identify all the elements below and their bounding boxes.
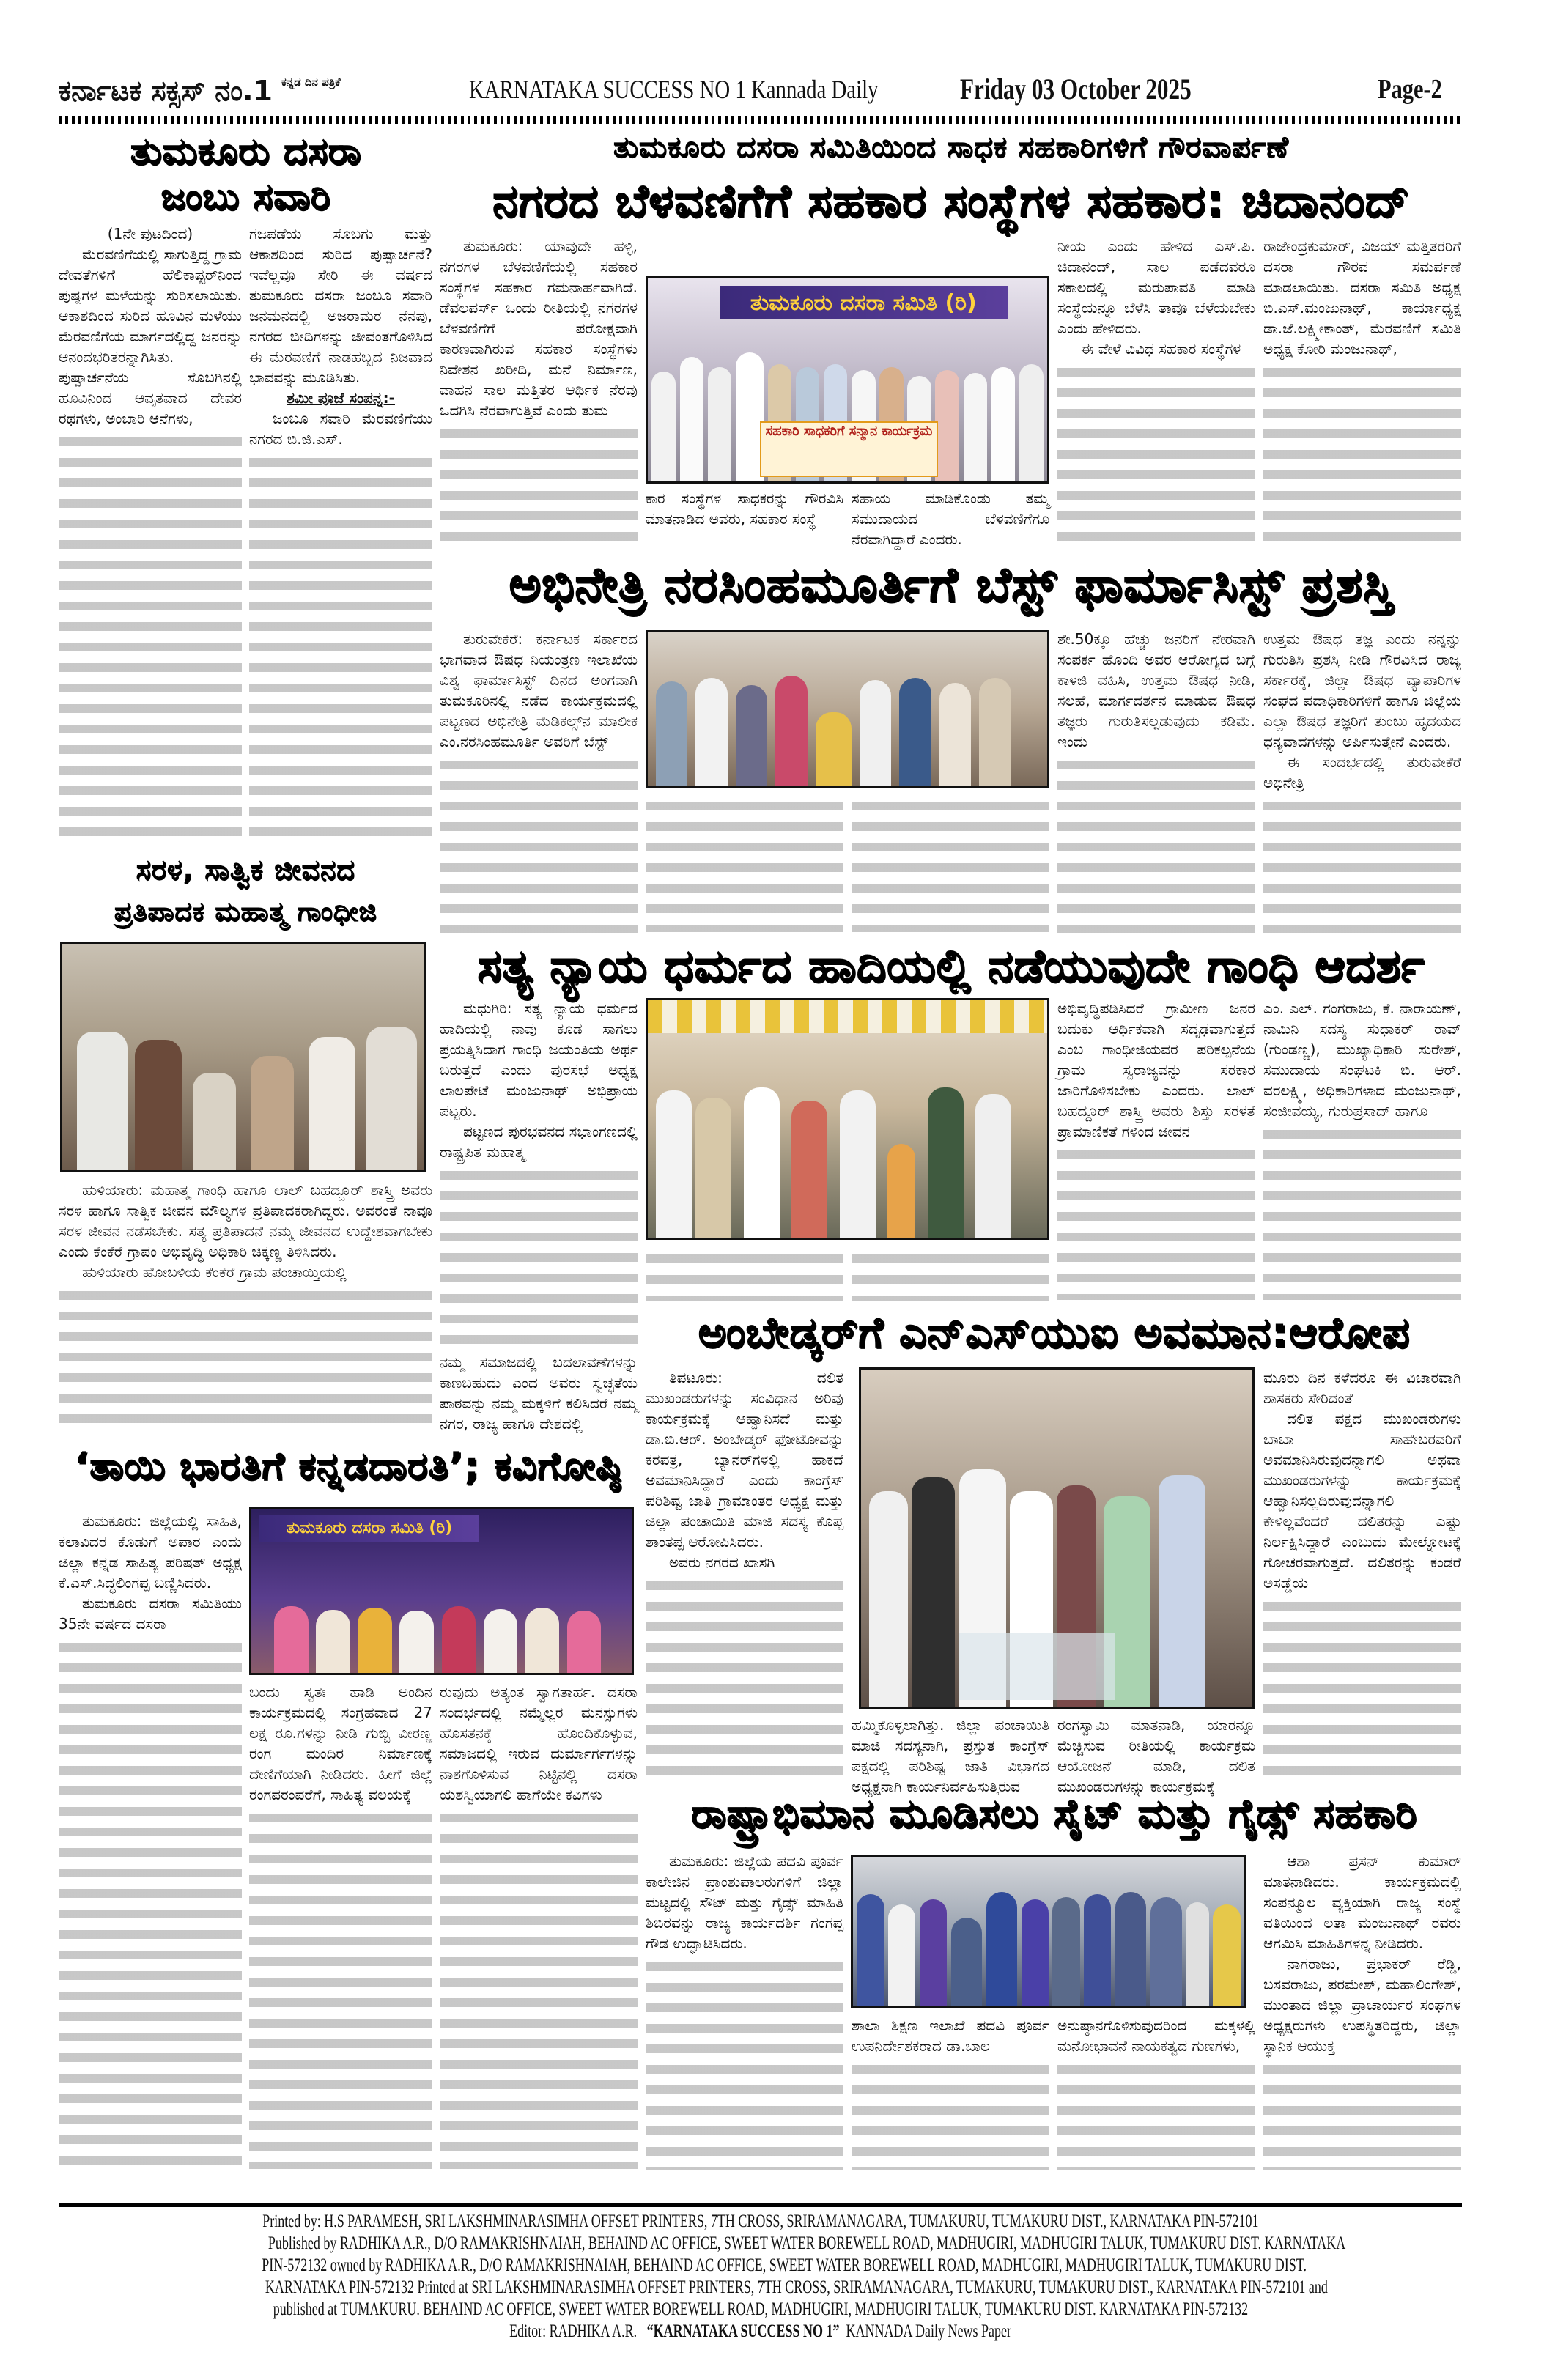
article4-column-2: [852, 1715, 1049, 1795]
article4-column-1: [646, 1367, 843, 1781]
text-lines: [440, 755, 638, 933]
jambu-headline-1: ತುಮಕೂರು ದಸರಾ: [130, 130, 361, 172]
article2-column-2: [646, 793, 843, 932]
people-figures: [251, 1599, 632, 1673]
article-text: ಬಂದು ಸ್ವತಃ ಹಾಡಿ ಅಂದಿನ ಕಾರ್ಯಕ್ರಮದಲ್ಲಿ ಸಂಗ್ರಹವಾದ 27 ಲಕ್ಷ ರೂ.ಗಳನ್ನು ನೀಡಿ ಗುಬ್ಬಿ ವೀರಣ್ಣ ರಂಗ ಮಂದಿರ ನಿರ್ಮಾಣಕ್ಕೆ ದೇಣಿಗೆಯಾಗಿ ನೀಡಿದರು. ಹೀಗೆ ಜಿಲ್ಲೆ ರಂಗಪರಂಪರೆಗೆ, ಸಾಹಿತ್ಯ ವಲಯಕ್ಕೆ: [249, 1683, 432, 1803]
gandhi-article-body: [59, 1180, 432, 1433]
article-text: ಅನುಷ್ಠಾನಗೊಳಿಸುವುದರಿಂದ ಮಕ್ಕಳಲ್ಲಿ ಮನೋಭಾವನೆ ನಾಯಕತ್ವದ ಗುಣಗಳು,: [1057, 2017, 1255, 2055]
article1-photo: [646, 276, 1049, 484]
article1-headline: ನಗರದ ಬೆಳವಣಿಗೆಗೆ ಸಹಕಾರ ಸಂಸ್ಥೆಗಳ ಸಹಕಾರ: ಚಿದಾನಂದ್: [492, 174, 1410, 227]
article5-column-1: [646, 1851, 843, 2170]
article-text: ನಾಗರಾಜು, ಪ್ರಭಾಕರ್ ರೆಡ್ಡಿ, ಬಸವರಾಜು, ಪರಮೇಶ್, ಮಹಾಲಿಂಗೇಶ್, ಮುಂತಾದ ಜಿಲ್ಲಾ ಪ್ರಾಚಾರ್ಯರ ಸಂಘಗಳ ಅಧ್ಯಕ್ಷರುಗಳು ಉಪಸ್ಥಿತರಿದ್ದರು, ಜಿಲ್ಲಾ ಸ್ಥಾನಿಕ ಆಯುಕ್ತ: [1263, 1955, 1461, 2055]
gandhi-headline-1: ಸರಳ, ಸಾತ್ವಿಕ ಜೀವನದ: [136, 854, 355, 886]
article-text: ದಲಿತ ಪಕ್ಷದ ಮುಖಂಡರುಗಳು ಬಾಬಾ ಸಾಹೇಬರವರಿಗೆ ಅವಮಾನಿಸಿರುವುದನ್ನಾಗಲಿ ಅಥವಾ ಮುಖಂಡರುಗಳನ್ನು ಕಾರ್ಯಕ್ರಮಕ್ಕೆ ಆಹ್ವಾನಿಸಲ್ಲದಿರುವುದನ್ನಾಗಲಿ ಕೇಳಿಲ್ಲವೆಂದರೆ ದಲಿತರನ್ನು ಎಷ್ಟು ನಿರ್ಲಕ್ಷಿಸಿದ್ದಾರೆ ಎಂಬುದು ಮೇಲ್ನೋಟಕ್ಕೆ ಗೋಚರವಾಗುತ್ತದೆ. ದಲಿತರನ್ನು ಕಂಡರೆ ಅಸಡ್ಡೆಯ: [1263, 1410, 1461, 1592]
text-lines: [1057, 755, 1255, 933]
article4-column-3: [1057, 1715, 1255, 1795]
article-text: ಪಟ್ಟಣದ ಪುರಭವನದ ಸಭಾಂಗಣದಲ್ಲಿ ರಾಷ್ಟ್ರಪಿತ ಮಹಾತ್ಮ: [440, 1123, 638, 1161]
text-lines: [852, 2059, 1049, 2170]
article-text: ಹುಳಿಯಾರು ಹೋಬಳಿಯ ಕೆಂಕೆರೆ ಗ್ರಾಮ ಪಂಚಾಯ್ತಿಯಲ್ಲಿ: [82, 1263, 347, 1281]
text-lines: [646, 1575, 843, 1781]
article-text: ಹುಳಿಯಾರು: ಮಹಾತ್ಮ ಗಾಂಧಿ ಹಾಗೂ ಲಾಲ್ ಬಹದ್ದೂರ್ ಶಾಸ್ತ್ರಿ ಅವರು ಸರಳ ಹಾಗೂ ಸಾತ್ವಿಕ ಜೀವನ ಮೌಲ್ಯಗಳ ಪ್ರತಿಪಾದಕರಾಗಿದ್ದರು. ಅವರಂತೆ ನಾವೂ ಸರಳ ಜೀವನ ನಡೆಸಬೇಕು. ಸತ್ಯ ಪ್ರತಿಪಾದನೆ ನಮ್ಮ ಜೀವನದ ಉದ್ದೇಶವಾಗಬೇಕು ಎಂದು ಕೆಂಕೆರೆ ಗ್ರಾಪಂ ಅಭಿವೃದ್ಧಿ ಅಧಿಕಾರಿ ಚಿಕ್ಕಣ್ಣ ತಿಳಿಸಿದರು.: [59, 1181, 432, 1260]
kavigoshti-column-1: [59, 1511, 242, 2170]
text-lines: [1263, 362, 1461, 544]
dotted-divider: [59, 116, 1462, 124]
text-lines: [1057, 1145, 1255, 1300]
glass-table: [959, 1633, 1116, 1700]
jambu-column-1: [59, 223, 242, 846]
article-text: ಶೇ.50ಕ್ಕೂ ಹೆಚ್ಚು ಜನರಿಗೆ ನೇರವಾಗಿ ಸಂಪರ್ಕ ಹೊಂದಿ ಅವರ ಆರೋಗ್ಯದ ಬಗ್ಗೆ ಕಾಳಜಿ ವಹಿಸಿ, ಉತ್ತಮ ಔಷಧ ನೀಡಿ, ಸಲಹೆ, ಮಾರ್ಗದರ್ಶನ ಮಾಡುವ ಔಷಧ ತಜ್ಞರು ಗುರುತಿಸಲ್ಪಡುವುದು ಕಡಿಮೆ. ಇಂದು: [1057, 630, 1255, 750]
article1-column-5: [1263, 236, 1461, 544]
editor-name: Editor: RADHIKA A.R.: [509, 2321, 638, 2341]
photo-banner-text: ತುಮಕೂರು ದಸರಾ ಸಮಿತಿ (ರಿ): [259, 1515, 479, 1542]
article-text: ಕಾರ ಸಂಸ್ಥೆಗಳ ಸಾಧಕರನ್ನು ಗೌರವಿಸಿ ಮಾತನಾಡಿದ ಅವರು, ಸಹಕಾರ ಸಂಸ್ಥೆ: [646, 489, 843, 528]
article-text: ಮಧುಗಿರಿ: ಸತ್ಯ ನ್ಯಾಯ ಧರ್ಮದ ಹಾದಿಯಲ್ಲಿ ನಾವು ಕೂಡ ಸಾಗಲು ಪ್ರಯತ್ನಿಸಿದಾಗ ಗಾಂಧಿ ಜಯಂತಿಯ ಅರ್ಥ ಬರುತ್ತದೆ ಎಂದು ಪುರಸಭೆ ಅಧ್ಯಕ್ಷ ಲಾಲಪೇಟೆ ಮಂಜುನಾಥ್ ಅಭಿಪ್ರಾಯ ಪಟ್ಟರು.: [440, 999, 638, 1120]
article-text: ತಿಪಟೂರು: ದಲಿತ ಮುಖಂಡರುಗಳನ್ನು ಸಂವಿಧಾನ ಅರಿವು ಕಾರ್ಯಕ್ರಮಕ್ಕೆ ಆಹ್ವಾನಿಸದೆ ಮತ್ತು ಡಾ.ಬಿ.ಆರ್. ಅಂಬೇಡ್ಕರ್ ಫೋಟೋವನ್ನು ಕರಪತ್ರ, ಬ್ಯಾನರ್‌ಗಳಲ್ಲಿ ಹಾಕದೆ ಅವಮಾನಿಸಿದ್ದಾರೆ ಎಂದು ಕಾಂಗ್ರೆಸ್ ಪರಿಶಿಷ್ಟ ಜಾತಿ ಗ್ರಾಮಾಂತರ ಅಧ್ಯಕ್ಷ ಮತ್ತು ಜಿಲ್ಲಾ ಪಂಚಾಯಿತಿ ಮಾಜಿ ಸದಸ್ಯ ಕೊಪ್ಪ ಶಾಂತಪ್ಪ ಆರೋಪಿಸಿದರು.: [646, 1369, 843, 1551]
people-figures: [853, 1880, 1244, 2006]
article-text: ಗಜಪಡೆಯ ಸೊಬಗು ಮತ್ತು ಆಕಾಶದಿಂದ ಸುರಿದ ಪುಷ್ಪಾರ್ಚನೆ? ಇವೆಲ್ಲವೂ ಸೇರಿ ಈ ವರ್ಷದ ತುಮಕೂರು ದಸರಾ ಜಂಬೂ ಸವಾರಿ ಜನಮನದಲ್ಲಿ ಅಜರಾಮರ ನೆನಪು, ನಗರದ ಬೀದಿಗಳನ್ನು ಜೀವಂತಗೊಳಿಸಿದ ಈ ಮೆರವಣಿಗೆ ನಾಡಹಬ್ಬದ ನಿಜವಾದ ಭಾವವನ್ನು ಮೂಡಿಸಿತು.: [249, 225, 432, 386]
text-lines: [646, 1956, 843, 2170]
article-text: ಮೂರು ದಿನ ಕಳೆದರೂ ಈ ವಿಚಾರವಾಗಿ ಶಾಸಕರು ಸೇರಿದಂತೆ: [1263, 1369, 1461, 1407]
paper-description: KANNADA Daily News Paper: [846, 2321, 1011, 2341]
text-lines: [59, 1285, 432, 1433]
article3-headline: ಸತ್ಯ ನ್ಯಾಯ ಧರ್ಮದ ಹಾದಿಯಲ್ಲಿ ನಡೆಯುವುದೇ ಗಾಂಧಿ ಆದರ್ಶ: [476, 939, 1425, 992]
text-lines: [440, 1808, 638, 2169]
article-text: ಮೆರವಣಿಗೆಯಲ್ಲಿ ಸಾಗುತ್ತಿದ್ದ ಗ್ರಾಮ ದೇವತೆಗಳಿಗೆ ಹೆಲಿಕಾಪ್ಟರ್‌ನಿಂದ ಪುಷ್ಪಗಳ ಮಳೆಯನ್ನು ಸುರಿಸಲಾಯಿತು. ಆಕಾಶದಿಂದ ಸುರಿದ ಹೂವಿನ ಮಳೆಯು ಮೆರವಣಿಗೆಯ ಮಾರ್ಗದಲ್ಲಿದ್ದ ಜನರನ್ನು ಆನಂದಭರಿತರನ್ನಾಗಿಸಿತು. ಪುಷ್ಪಾರ್ಚನೆಯ ಸೊಬಗಿನಲ್ಲಿ ಹೂವಿನಿಂದ ಆವೃತವಾದ ದೇವರ ರಥಗಳು, ಅಂಬಾರಿ ಆನೆಗಳು,: [59, 245, 242, 427]
text-lines: [852, 796, 1049, 932]
article1-column-3: [852, 488, 1049, 548]
article4-column-4: [1263, 1367, 1461, 1781]
article-text: ಈ ವೇಳೆ ವಿವಿಧ ಸಹಕಾರ ಸಂಸ್ಥೆಗಳ: [1081, 340, 1241, 358]
article5-column-4: [1263, 1851, 1461, 2170]
text-lines: [249, 452, 432, 846]
footer-rule: [59, 2203, 1462, 2207]
article1-column-4: [1057, 236, 1255, 544]
imprint-printed-at: [59, 2277, 1462, 2298]
text-lines: [1057, 2059, 1255, 2170]
article-text: ತುರುವೇಕೆರೆ: ಕರ್ನಾಟಕ ಸರ್ಕಾರದ ಭಾಗವಾದ ಔಷಧ ನಿಯಂತ್ರಣ ಇಲಾಖೆಯ ವಿಶ್ವ ಫಾರ್ಮಾಸಿಸ್ಟ್ ದಿನದ ಅಂಗವಾಗಿ ತುಮಕೂರಿನಲ್ಲಿ ನಡೆದ ಕಾರ್ಯಕ್ರಮದಲ್ಲಿ ಪಟ್ಟಣದ ಅಭಿನೇತ್ರಿ ಮೆಡಿಕಲ್ಸ್‌ನ ಮಾಲೀಕ ಎಂ.ನರಸಿಂಹಮೂರ್ತಿ ಅವರಿಗೆ ಬೆಸ್ಟ್: [440, 630, 638, 750]
gandhi-headline-2: ಪ್ರತಿಪಾದಕ ಮಹಾತ್ಮ ಗಾಂಧೀಜಿ: [114, 897, 377, 927]
article1-column-1: [440, 236, 638, 544]
imprint-published-at: [59, 2299, 1462, 2320]
text-lines: [646, 1249, 843, 1301]
article3-column-2: [646, 1246, 843, 1301]
article-text: ತುಮಕೂರು: ಜಿಲ್ಲೆಯಲ್ಲಿ ಸಾಹಿತಿ, ಕಲಾವಿದರ ಕೊಡುಗೆ ಅಪಾರ ಎಂದು ಜಿಲ್ಲಾ ಕನ್ನಡ ಸಾಹಿತ್ಯ ಪರಿಷತ್ ಅಧ್ಯಕ್ಷ ಕೆ.ಎಸ್.ಸಿದ್ಧಲಿಂಗಪ್ಪ ಬಣ್ಣಿಸಿದರು.: [59, 1512, 242, 1592]
article-text: ರುವುದು ಅತ್ಯಂತ ಸ್ವಾಗತಾರ್ಹ. ದಸರಾ ಸಂದರ್ಭದಲ್ಲಿ ನಮ್ಮೆಲ್ಲರ ಮನಸ್ಸುಗಳು ಹೊಸತನಕ್ಕೆ ಹೊಂದಿಕೊಳ್ಳುವ, ಸಮಾಜದಲ್ಲಿ ಇರುವ ದುರ್ಮಾರ್ಗಗಳನ್ನು ನಾಶಗೊಳಿಸುವ ನಿಟ್ಟಿನಲ್ಲಿ ದಸರಾ ಯಶಸ್ವಿಯಾಗಲಿ ಹಾಗೆಯೇ ಕವಿಗಳು: [440, 1683, 638, 1803]
text-lines: [1263, 1124, 1461, 1300]
text-lines: [646, 796, 843, 932]
text-lines: [1263, 2059, 1461, 2170]
people-figures: [648, 663, 1047, 786]
text-lines: [1263, 796, 1461, 933]
article3-column-1: [440, 998, 638, 1434]
decoration-garland: [648, 1000, 1047, 1033]
article4-photo: [859, 1367, 1255, 1709]
article3-column-5: [1263, 998, 1461, 1300]
imprint-line: PIN-572132 owned by RADHIKA A.R., D/O RAMAKRISHNAIAH, BEHAIND AC OFFICE, SWEET WATER BOREWELL ROAD, MADHUGIRI, MADHUGIRI TALUK, TUMAKURU DIST.: [262, 2255, 1307, 2275]
jambu-headline-2: ಜಂಬು ಸವಾರಿ: [160, 175, 330, 218]
paper-name: “KARNATAKA SUCCESS NO 1”: [646, 2321, 840, 2341]
text-lines: [440, 424, 638, 544]
jambu-column-2: [249, 223, 432, 846]
masthead-logo: ಕರ್ನಾಟಕ ಸಕ್ಸಸ್ ನಂ.1: [59, 75, 273, 107]
article-text: ರಂಗಸ್ವಾಮಿ ಮಾತನಾಡಿ, ಯಾರನ್ನೂ ಮೆಚ್ಚಿಸುವ ರೀತಿಯಲ್ಲಿ ಕಾರ್ಯಕ್ರಮ ಆಯೋಜನೆ ಮಾಡಿ, ದಲಿತ ಮುಖಂಡರುಗಳನ್ನು ಕಾರ್ಯಕ್ರಮಕ್ಕೆ: [1057, 1716, 1255, 1795]
text-lines: [852, 1249, 1049, 1301]
page-number: Page-2: [1378, 74, 1442, 105]
article-text: ಅವರು ನಗರದ ಖಾಸಗಿ: [669, 1553, 775, 1571]
article5-headline: ರಾಷ್ಟ್ರಾಭಿಮಾನ ಮೂಡಿಸಲು ಸೈಟ್ ಮತ್ತು ಗೈಡ್ಸ್ ಸಹಕಾರಿ: [690, 1790, 1417, 1836]
imprint-published-by: [59, 2233, 1462, 2254]
article2-column-3: [852, 793, 1049, 932]
imprint-line: published at TUMAKURU. BEHAIND AC OFFICE, SWEET WATER BOREWELL ROAD, MADHUGIRI, MADHUGIRI TALUK, TUMAKURU DIST. KARNATAKA PIN-572132: [273, 2299, 1248, 2319]
people-figures: [62, 1008, 424, 1170]
imprint-line: Published by RADHIKA A.R., D/O RAMAKRISHNAIAH, BEHAIND AC OFFICE, SWEET WATER BOREWELL ROAD, MADHUGIRI, MADHUGIRI TALUK, TUMAKURU DIST. KARNATAKA: [267, 2233, 1346, 2253]
article4-headline: ಅಂಬೇಡ್ಕರ್‌ಗೆ ಎನ್‌ಎಸ್‌ಯುಐ ಅವಮಾನ:ಆರೋಪ: [698, 1307, 1410, 1357]
article-text: ಉತ್ತಮ ಔಷಧ ತಜ್ಞ ಎಂದು ನನ್ನನ್ನು ಗುರುತಿಸಿ ಪ್ರಶಸ್ತಿ ನೀಡಿ ಗೌರವಿಸಿದ ರಾಜ್ಯ ಸರ್ಕಾರಕ್ಕೆ, ಜಿಲ್ಲಾ ಔಷಧ ವ್ಯಾಪಾರಿಗಳ ಸಂಘದ ಪದಾಧಿಕಾರಿಗಳಿಗೆ ಹಾಗೂ ಜಿಲ್ಲೆಯ ಎಲ್ಲಾ ಔಷಧ ತಜ್ಞರಿಗೆ ತುಂಬು ಹೃದಯದ ಧನ್ಯವಾದಗಳನ್ನು ಅರ್ಪಿಸುತ್ತೇನೆ ಎಂದರು.: [1263, 630, 1461, 750]
photo-banner-text: ತುಮಕೂರು ದಸರಾ ಸಮಿತಿ (ರಿ): [720, 286, 1007, 318]
article-text: ಜಂಬೂ ಸವಾರಿ ಮೆರವಣಿಗೆಯು ನಗರದ ಬಿ.ಜಿ.ಎಸ್.: [249, 410, 432, 448]
article-text: ಅಭಿವೃದ್ಧಿಪಡಿಸಿದರೆ ಗ್ರಾಮೀಣ ಜನರ ಬದುಕು ಆರ್ಥಿಕವಾಗಿ ಸದೃಢವಾಗುತ್ತದೆ ಎಂಬ ಗಾಂಧೀಜಿಯವರ ಪರಿಕಲ್ಪನೆಯ ಗ್ರಾಮ ಸ್ವರಾಜ್ಯವನ್ನು ಸರಕಾರ ಜಾರಿಗೊಳಿಸಬೇಕು ಎಂದರು. ಲಾಲ್ ಬಹದ್ದೂರ್ ಶಾಸ್ತ್ರಿ ಅವರು ಶಿಸ್ತು ಸರಳತೆ ಪ್ರಾಮಾಣಿಕತೆ ಗಳಿಂದ ಜೀವನ: [1057, 999, 1255, 1140]
gandhi-event-photo: [60, 942, 426, 1172]
article-text: ಆಶಾ ಪ್ರಸನ್ ಕುಮಾರ್ ಮಾತನಾಡಿದರು. ಕಾರ್ಯಕ್ರಮದಲ್ಲಿ ಸಂಪನ್ಮೂಲ ವ್ಯಕ್ತಿಯಾಗಿ ರಾಜ್ಯ ಸಂಸ್ಥೆ ವತಿಯಿಂದ ಲತಾ ಮಂಜುನಾಥ್ ರವರು ಆಗಮಿಸಿ ಮಾಹಿತಿಗಳನ್ನ ನೀಡಿದರು.: [1263, 1852, 1461, 1952]
article5-column-2: [852, 2015, 1049, 2170]
text-lines: [1057, 362, 1255, 544]
subheading: ಶಮೀ ಪೂಜೆ ಸಂಪನ್ನ:-: [287, 389, 395, 407]
article2-column-5: [1263, 629, 1461, 933]
text-lines: [1263, 1596, 1461, 1781]
article-text: ತುಮಕೂರು: ಯಾವುದೇ ಹಳ್ಳಿ, ನಗರಗಳ ಬೆಳವಣಿಗೆಯಲ್ಲಿ ಸಹಕಾರ ಸಂಸ್ಥೆಗಳ ಸಹಕಾರ ಗಮನಾರ್ಹವಾಗಿದೆ. ಡೆವಲಪರ್ಸ್ ಒಂದು ರೀತಿಯಲ್ಲಿ ನಗರಗಳ ಬೆಳವಣಿಗೆಗೆ ಪರೋಕ್ಷವಾಗಿ ಕಾರಣವಾಗಿರುವ ಸಹಕಾರ ಸಂಸ್ಥೆಗಳು ನಿವೇಶನ ಖರೀದಿ, ಮನೆ ನಿರ್ಮಾಣ, ವಾಹನ ಸಾಲ ಮತ್ತಿತರ ಆರ್ಥಿಕ ನೆರವು ಒದಗಿಸಿ ನೆರವಾಗುತ್ತಿವೆ ಎಂದು ತುಮ: [440, 237, 638, 419]
article-text: ನೀಯ ಎಂದು ಹೇಳಿದ ಎಸ್.ಪಿ. ಚಿದಾನಂದ್, ಸಾಲ ಪಡೆದವರೂ ಸಕಾಲದಲ್ಲಿ ಮರುಪಾವತಿ ಮಾಡಿ ಸಂಸ್ಥೆಯನ್ನೂ ಬೆಳೆಸಿ ತಾವೂ ಬೆಳೆಯಬೇಕು ಎಂದು ಹೇಳಿದರು.: [1057, 237, 1255, 337]
article2-photo: [646, 630, 1049, 788]
kavigoshti-column-2: [249, 1682, 432, 2169]
article5-photo: [851, 1855, 1246, 2008]
masthead-brand: [59, 70, 341, 111]
imprint-owned-by: [59, 2255, 1462, 2276]
article2-headline: ಅಭಿನೇತ್ರಿ ನರಸಿಂಹಮೂರ್ತಿಗೆ ಬೆಸ್ಟ್ ಫಾರ್ಮಾಸಿಸ್ಟ್ ಪ್ರಶಸ್ತಿ: [509, 556, 1393, 613]
article-text: ಈ ಸಂದರ್ಭದಲ್ಲಿ ತುರುವೇಕೆರೆ ಅಭಿನೇತ್ರಿ: [1263, 753, 1461, 791]
text-lines: [249, 1808, 432, 2169]
article-text: ನಮ್ಮ ಸಮಾಜದಲ್ಲಿ ಬದಲಾವಣೆಗಳನ್ನು ಕಾಣಬಹುದು ಎಂದ ಅವರು ಸ್ವಚ್ಛತೆಯ ಪಾಠವನ್ನು ನಮ್ಮ ಮಕ್ಕಳಿಗೆ ಕಲಿಸಿದರೆ ನಮ್ಮ ನಗರ, ರಾಜ್ಯ ಹಾಗೂ ದೇಶದಲ್ಲಿ: [440, 1353, 638, 1433]
imprint-line: Printed by: H.S PARAMESH, SRI LAKSHMINARASIMHA OFFSET PRINTERS, 7TH CROSS, SRIRAMANAGARA, TUMAKURU, TUMAKURU DIST., KARNATAKA PIN-572101: [262, 2211, 1259, 2231]
article-text: ತುಮಕೂರು: ಜಿಲ್ಲೆಯ ಪದವಿ ಪೂರ್ವ ಕಾಲೇಜಿನ ಪ್ರಾಂಶುಪಾಲರುಗಳಿಗೆ ಜಿಲ್ಲಾ ಮಟ್ಟದಲ್ಲಿ ಸೌಟ್ ಮತ್ತು ಗೈಡ್ಸ್ ಮಾಹಿತಿ ಶಿಬಿರವನ್ನು ರಾಜ್ಯ ಕಾರ್ಯದರ್ಶಿ ಗಂಗಪ್ಪ ಗೌಡ ಉದ್ಘಾಟಿಸಿದರು.: [646, 1852, 843, 1952]
kavigoshti-column-3: [440, 1682, 638, 2169]
imprint-line: KARNATAKA PIN-572132 Printed at SRI LAKSHMINARASIMHA OFFSET PRINTERS, 7TH CROSS, SRIRAMANAGARA, TUMAKURU, TUMAKURU DIST., KARNATAKA PIN-572101 and: [265, 2277, 1328, 2297]
masthead-title: KARNATAKA SUCCESS NO 1 Kannada Daily: [469, 75, 879, 104]
kavigoshti-photo: [249, 1507, 634, 1675]
kavigoshti-headline: ‘ತಾಯಿ ಭಾರತಿಗೆ ಕನ್ನಡದಾರತಿ’; ಕವಿಗೋಷ್ಠಿ: [74, 1444, 622, 1488]
people-figures: [648, 1067, 1047, 1238]
issue-date: Friday 03 October 2025: [960, 73, 1192, 106]
article1-column-2: [646, 488, 843, 544]
article-text: ತುಮಕೂರು ದಸರಾ ಸಮಿತಿಯು 35ನೇ ವರ್ಷದ ದಸರಾ: [59, 1594, 242, 1633]
imprint-editor: [59, 2321, 1462, 2342]
masthead-tagline: ಕನ್ನಡ ದಿನ ಪತ್ರಿಕೆ: [281, 75, 341, 89]
article-text: ಸಹಾಯ ಮಾಡಿಕೊಂಡು ತಮ್ಮ ಸಮುದಾಯದ ಬೆಳವಣಿಗೆಗೂ ನೆರವಾಗಿದ್ದಾರೆ ಎಂದರು.: [852, 489, 1049, 548]
text-lines: [440, 1165, 638, 1352]
article1-kicker: ತುಮಕೂರು ದಸರಾ ಸಮಿತಿಯಿಂದ ಸಾಧಕ ಸಹಕಾರಿಗಳಿಗೆ ಗೌರವಾರ್ಪಣೆ: [613, 130, 1289, 164]
imprint-printed-by: [59, 2211, 1462, 2232]
article-text: ಹಮ್ಮಿಕೊಳ್ಳಲಾಗಿತ್ತು. ಜಿಲ್ಲಾ ಪಂಚಾಯಿತಿ ಮಾಜಿ ಸದಸ್ಯನಾಗಿ, ಪ್ರಸ್ತುತ ಕಾಂಗ್ರೆಸ್ ಪಕ್ಷದಲ್ಲಿ ಪರಿಶಿಷ್ಟ ಜಾತಿ ವಿಭಾಗದ ಅಧ್ಯಕ್ಷನಾಗಿ ಕಾರ್ಯನಿರ್ವಹಿಸುತ್ತಿರುವ: [852, 1716, 1049, 1795]
continuation-note: (1ನೇ ಪುಟದಿಂದ): [107, 225, 193, 243]
article5-column-3: [1057, 2015, 1255, 2170]
article-text: ಶಾಲಾ ಶಿಕ್ಷಣ ಇಲಾಖೆ ಪದವಿ ಪೂರ್ವ ಉಪನಿರ್ದೇಶಕರಾದ ಡಾ.ಬಾಲ: [852, 2017, 1049, 2055]
text-lines: [59, 1637, 242, 2170]
article-text: ಎಂ. ಎಲ್. ಗಂಗರಾಜು, ಕೆ. ನಾರಾಯಣ್, ನಾಮಿನಿ ಸದಸ್ಯ ಸುಧಾಕರ್ ರಾವ್ (ಗುಂಡಣ್ಣ), ಮುಖ್ಯಾಧಿಕಾರಿ ಸುರೇಶ್, ಸಮುದಾಯ ಸಂಘಟಕಿ ಬಿ. ಆರ್. ವರಲಕ್ಷ್ಮಿ, ಅಧಿಕಾರಿಗಳಾದ ಮಂಜುನಾಥ್, ಸಂಜೀವಯ್ಯ, ಗುರುಪ್ರಸಾದ್ ಹಾಗೂ: [1263, 999, 1461, 1120]
article3-column-3: [852, 1246, 1049, 1301]
article2-column-4: [1057, 629, 1255, 933]
article3-column-4: [1057, 998, 1255, 1300]
article3-photo: [646, 998, 1049, 1240]
photo-sign-text: ಸಹಕಾರಿ ಸಾಧಕರಿಗೆ ಸನ್ಮಾನ ಕಾರ್ಯಕ್ರಮ: [760, 421, 939, 477]
article-text: ರಾಜೇಂದ್ರಕುಮಾರ್, ವಿಜಯ್ ಮತ್ತಿತರರಿಗೆ ದಸರಾ ಗೌರವ ಸಮರ್ಪಣೆ ಮಾಡಲಾಯಿತು. ದಸರಾ ಸಮಿತಿ ಅಧ್ಯಕ್ಷ ಬಿ.ಎಸ್.ಮಂಜುನಾಥ್, ಕಾರ್ಯಾಧ್ಯಕ್ಷ ಡಾ.ಜೆ.ಲಕ್ಷ್ಮೀಕಾಂತ್, ಮೆರವಣಿಗೆ ಸಮಿತಿ ಅಧ್ಯಕ್ಷ ಕೋರಿ ಮಂಜುನಾಥ್,: [1263, 237, 1461, 358]
text-lines: [59, 432, 242, 846]
article2-column-1: [440, 629, 638, 933]
